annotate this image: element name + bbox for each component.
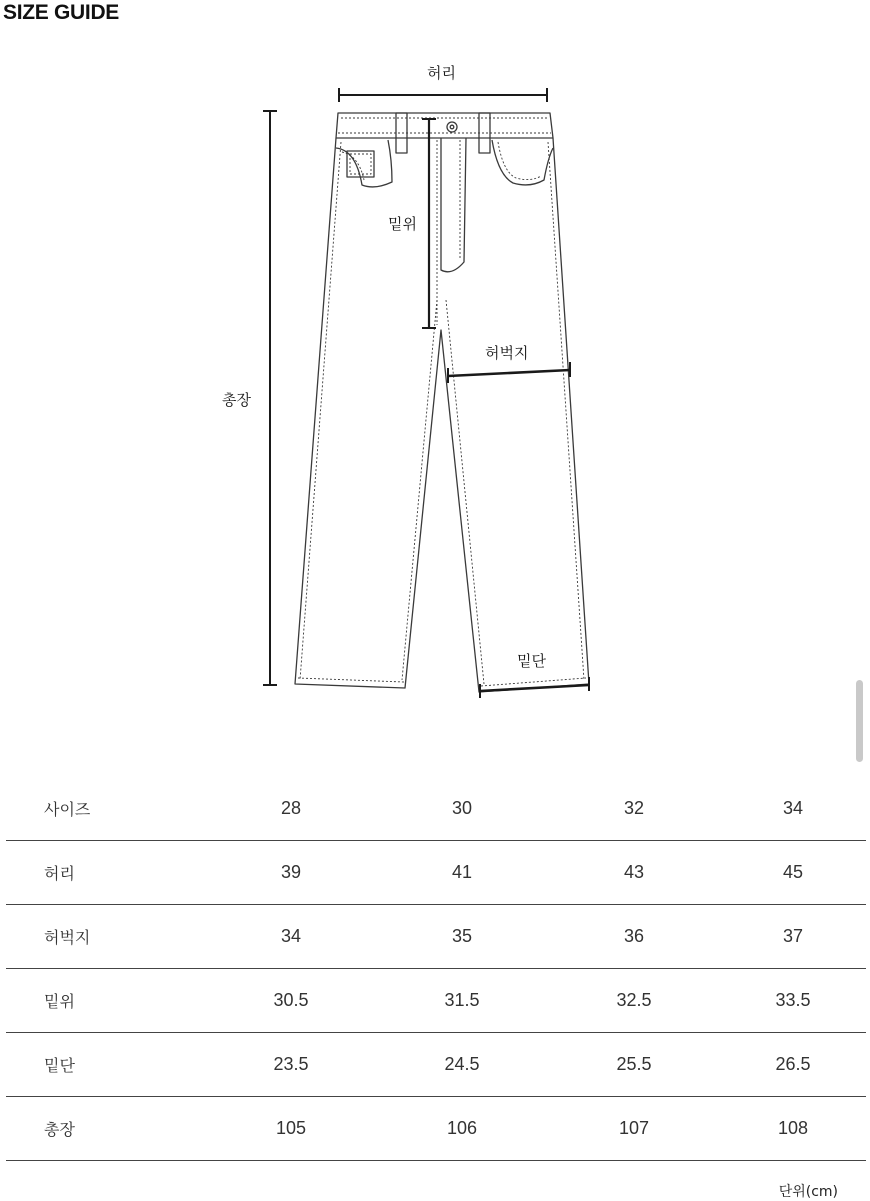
row-label: 총장 bbox=[6, 1097, 206, 1161]
row-label: 사이즈 bbox=[6, 777, 206, 841]
scrollbar-thumb[interactable] bbox=[856, 680, 863, 762]
label-rise: 밑위 bbox=[388, 215, 417, 233]
table-cell: 45 bbox=[720, 841, 866, 905]
page-title: SIZE GUIDE bbox=[3, 1, 120, 24]
table-cell: 25.5 bbox=[548, 1033, 720, 1097]
table-cell: 31.5 bbox=[376, 969, 548, 1033]
table-row bbox=[6, 1033, 866, 1097]
table-cell: 23.5 bbox=[206, 1033, 376, 1097]
table-row bbox=[6, 777, 866, 841]
table-cell: 30 bbox=[376, 777, 548, 841]
label-waist: 허리 bbox=[427, 64, 456, 82]
table-row bbox=[6, 1097, 866, 1161]
table-cell: 108 bbox=[720, 1097, 866, 1161]
table-row bbox=[6, 905, 866, 969]
unit-label: 단위(cm) bbox=[778, 1184, 838, 1200]
table-cell: 43 bbox=[548, 841, 720, 905]
table-row bbox=[6, 969, 866, 1033]
table-cell: 33.5 bbox=[720, 969, 866, 1033]
table-cell: 36 bbox=[548, 905, 720, 969]
row-label: 밑단 bbox=[6, 1033, 206, 1097]
table-cell: 28 bbox=[206, 777, 376, 841]
table-cell: 105 bbox=[206, 1097, 376, 1161]
row-label: 허벅지 bbox=[6, 905, 206, 969]
size-table bbox=[6, 777, 866, 1161]
table-cell: 39 bbox=[206, 841, 376, 905]
row-label: 허리 bbox=[6, 841, 206, 905]
table-cell: 32 bbox=[548, 777, 720, 841]
label-hem: 밑단 bbox=[517, 652, 546, 670]
label-thigh: 허벅지 bbox=[485, 344, 529, 362]
table-cell: 24.5 bbox=[376, 1033, 548, 1097]
table-cell: 34 bbox=[206, 905, 376, 969]
table-cell: 32.5 bbox=[548, 969, 720, 1033]
table-cell: 106 bbox=[376, 1097, 548, 1161]
table-cell: 26.5 bbox=[720, 1033, 866, 1097]
table-cell: 35 bbox=[376, 905, 548, 969]
table-row bbox=[6, 841, 866, 905]
table-cell: 30.5 bbox=[206, 969, 376, 1033]
table-cell: 107 bbox=[548, 1097, 720, 1161]
row-label: 밑위 bbox=[6, 969, 206, 1033]
table-cell: 34 bbox=[720, 777, 866, 841]
table-cell: 37 bbox=[720, 905, 866, 969]
table-cell: 41 bbox=[376, 841, 548, 905]
label-length: 총장 bbox=[222, 391, 251, 409]
